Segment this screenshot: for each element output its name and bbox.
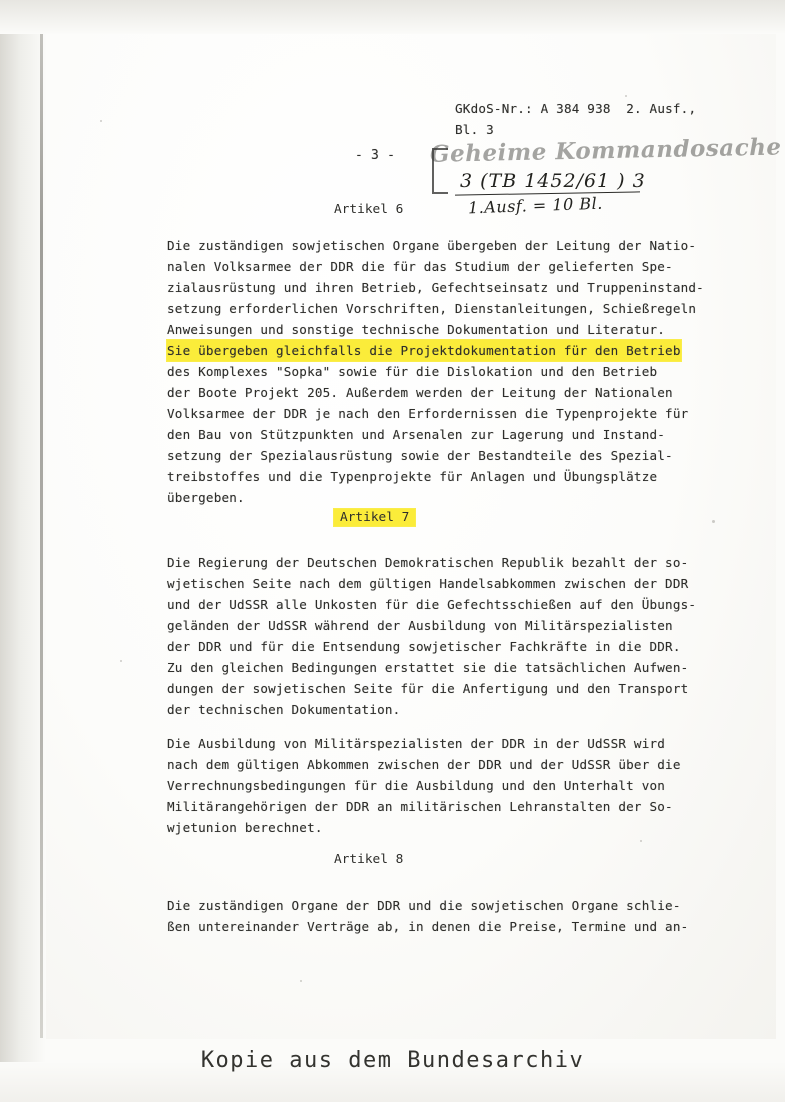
article-7-p1-line-8: der technischen Dokumentation. <box>167 702 401 717</box>
article-6-line-12: treibstoffes und die Typenprojekte für Anlagen und Übungsplätze <box>167 469 658 484</box>
article-7-p1-line-3: und der UdSSR alle Unkosten für die Gefechtsschießen auf den Übungs- <box>167 597 697 612</box>
article-8-line-1: Die zuständigen Organe der DDR und die sowjetischen Organe schlie- <box>167 898 681 913</box>
header-line-1: GKdoS-Nr.: A 384 938 2. Ausf., <box>455 101 697 116</box>
article-7-p2-line-4: Militärangehörigen der DDR an militärischen Lehranstalten der So- <box>167 799 673 814</box>
stamp-bracket-mark <box>432 148 448 194</box>
article-6-line-6-highlighted: Sie übergeben gleichfalls die Projektdokumentation für den Betrieb <box>167 340 681 361</box>
article-6-heading: Artikel 6 <box>334 202 404 217</box>
article-7-p1-line-7: dungen der sowjetischen Seite für die Anfertigung und den Transport <box>167 681 689 696</box>
handwritten-copies-note: 1.Ausf. = 10 Bl. <box>467 193 604 218</box>
article-7-heading: Artikel 7 <box>334 509 415 526</box>
article-7-p2-line-2: nach dem gültigen Abkommen zwischen der DDR und der UdSSR über die <box>167 757 681 772</box>
article-6-line-10: den Bau von Stützpunkten und Arsenalen zur Lagerung und Instand- <box>167 427 666 442</box>
article-8-line-2: ßen untereinander Verträge ab, in denen die Preise, Termine und an- <box>167 919 689 934</box>
article-7-p1-line-1: Die Regierung der Deutschen Demokratischen Republik bezahlt der so- <box>167 555 689 570</box>
article-7-p1-line-6: Zu den gleichen Bedingungen erstattet sie die tatsächlichen Aufwen- <box>167 660 689 675</box>
article-7-p2-line-5: wjetunion berechnet. <box>167 820 323 835</box>
article-7-p2-line-1: Die Ausbildung von Militärspezialisten der DDR in der UdSSR wird <box>167 736 666 751</box>
secrecy-stamp: Geheime Kommandosache <box>429 133 782 168</box>
document-header <box>455 98 696 140</box>
page-number: - 3 - <box>355 148 396 163</box>
article-6-line-4: setzung erforderlichen Vorschriften, Dienstanleitungen, Schießregeln <box>167 301 697 316</box>
article-8-heading: Artikel 8 <box>334 852 404 867</box>
article-6-line-13: übergeben. <box>167 490 245 505</box>
handwritten-registration-number: 3 (TB 1452/61 ) 3 <box>460 170 646 192</box>
header-line-2: Bl. 3 <box>455 122 494 137</box>
article-6-line-2: nalen Volksarmee der DDR die für das Studium der gelieferten Spe- <box>167 259 673 274</box>
article-6-line-5: Anweisungen und sonstige technische Dokumentation und Literatur. <box>167 322 666 337</box>
article-6-line-1: Die zuständigen sowjetischen Organe übergeben der Leitung der Natio- <box>167 238 697 253</box>
article-7-p1-line-4: geländen der UdSSR während der Ausbildung von Militärspezialisten <box>167 618 673 633</box>
article-6-line-3: zialausrüstung und ihren Betrieb, Gefechtseinsatz und Truppeninstand- <box>167 280 704 295</box>
article-6-line-9: Volksarmee der DDR je nach den Erfordernissen die Typenprojekte für <box>167 406 689 421</box>
article-6-line-8: der Boote Projekt 205. Außerdem werden der Leitung der Nationalen <box>167 385 673 400</box>
article-7-p2-line-3: Verrechnungsbedingungen für die Ausbildung und den Unterhalt von <box>167 778 666 793</box>
archive-caption: Kopie aus dem Bundesarchiv <box>200 1048 585 1073</box>
article-6-line-11: setzung der Spezialausrüstung sowie der Bestandteile des Spezial- <box>167 448 673 463</box>
article-7-p1-line-2: wjetischen Seite nach dem gültigen Handelsabkommen zwischen der DDR <box>167 576 689 591</box>
article-7-p1-line-5: der DDR und für die Entsendung sowjetischer Fachkräfte in die DDR. <box>167 639 681 654</box>
article-6-line-7: des Komplexes "Sopka" sowie für die Dislokation und den Betrieb <box>167 364 658 379</box>
